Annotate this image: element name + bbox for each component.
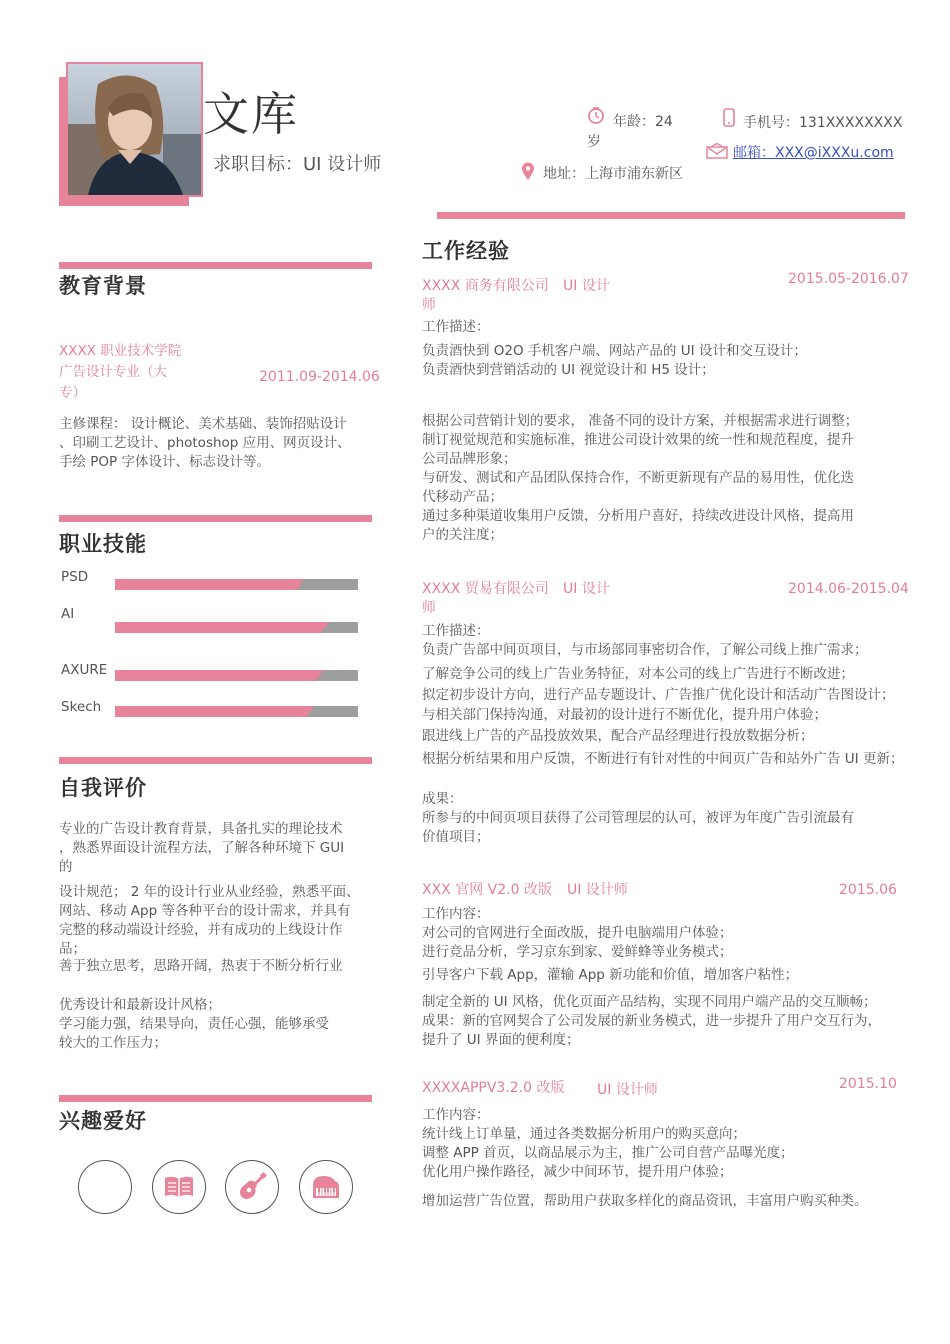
self-eval-line: 网站、移动 App 等各种平台的设计需求，并具有 [59,903,351,919]
job2-company: XXXX 贸易有限公司 [422,581,549,597]
job1-role: UI 设计 [563,278,610,294]
skill-bar-ai [115,622,358,633]
job-line: 制定全新的 UI 风格，优化页面产品结构，实现不同用户端产品的交互顺畅； [422,994,877,1010]
job1-role-cont: 师 [422,297,436,313]
job1-desc-b [422,412,858,545]
piano-icon [299,1160,353,1214]
job2-result [422,790,854,847]
job3-company: XXX 官网 V2.0 改版 [422,882,552,898]
skill-label-ai: AI [61,606,75,622]
skill-fill-ai [115,622,329,633]
job-line: 负责酒快到营销活动的 UI 视觉设计和 H5 设计； [422,362,715,378]
guitar-icon [225,1160,279,1214]
self-eval-line: 专业的广告设计教育背景，具备扎实的理论技术 [59,821,343,837]
skill-fill-skech [115,706,314,717]
self-eval-divider [59,757,372,764]
job-line: 根据分析结果和用户反馈，不断进行有针对性的中间页广告和站外广告 UI 更新； [422,751,904,767]
job-line: 成果： [422,791,463,807]
job4-role: UI 设计师 [597,1082,658,1098]
phone-number: 手机号：131XXXXXXXX [743,115,903,131]
job3-period: 2015.06 [839,882,897,898]
job-line: 成果：新的官网契合了公司发展的新业务模式，进一步提升了用户交互行为， [422,1013,881,1029]
job-line: 根据公司营销计划的要求， 准备不同的设计方案，并根据需求进行调整； [422,413,859,429]
job-line: 户的关注度； [422,527,503,543]
major-line1: 广告设计专业（大 [59,364,167,380]
book-icon [152,1160,206,1214]
job-line: 工作描述： [422,319,490,335]
job-objective: 求职目标：UI 设计师 [213,154,382,175]
age-unit: 岁 [587,134,601,150]
mail-icon [706,143,728,163]
job3-desc-c [422,993,881,1050]
skill-bar-skech [115,706,358,717]
job-line: 对公司的官网进行全面改版，提升电脑端用户体验； [422,925,733,941]
job2-period: 2014.06-2015.04 [788,581,909,597]
job-line: 价值项目； [422,829,490,845]
self-eval-line: ，熟悉界面设计流程方法，了解各种环境下 GUI [59,840,345,856]
self-eval-line: 设计规范； 2 年的设计行业从业经验，熟悉平面、 [59,884,360,900]
courses-line: 手绘 POP 字体设计、标志设计等。 [59,454,270,470]
job1-company: XXXX 商务有限公司 [422,278,549,294]
skill-fill-psd [115,579,305,590]
job2-desc-a [422,622,868,660]
self-eval-para-d [59,996,329,1053]
candidate-name: 文库 [203,87,299,141]
hobbies-title: 兴趣爱好 [59,1109,147,1133]
education-title: 教育背景 [59,274,147,298]
self-eval-line: 学习能力强，结果导向，责任心强，能够承受 [59,1016,329,1032]
job-line: 统计线上订单量，通过各类数据分析用户的购买意向； [422,1126,746,1142]
education-period: 2011.09-2014.06 [259,369,380,385]
job1-desc-a [422,318,807,380]
job-line: 增加运营广告位置，帮助用户获取多样化的商品资讯，丰富用户购买种类。 [422,1193,868,1209]
job-line: 进行竞品分析，学习京东到家、爱鲜蜂等业务模式； [422,944,733,960]
skills-title: 职业技能 [59,532,147,556]
age-value: 年龄：24 [613,114,673,130]
work-divider [437,212,905,219]
clock-icon [587,107,605,129]
self-eval-line: 的 [59,859,73,875]
job4-period: 2015.10 [839,1076,897,1092]
job-line: 引导客户下载 App，灌输 App 新功能和价值，增加客户粘性； [422,967,799,983]
empty-circle-icon [78,1160,132,1214]
hobbies-divider [59,1095,372,1102]
self-eval-line: 优秀设计和最新设计风格； [59,997,221,1013]
job-line: 通过多种渠道收集用户反馈，分析用户喜好，持续改进设计风格，提高用 [422,508,854,524]
skills-divider [59,515,372,522]
job-line: 制订视觉规范和实施标准，推进公司设计效果的统一性和规范程度，提升 [422,432,854,448]
skill-label-skech: Skech [61,699,102,715]
job-line: 负责广告部中间页项目，与市场部同事密切合作，了解公司线上推广需求； [422,642,868,658]
avatar-photo [68,64,201,195]
job2-desc-b [422,664,903,770]
self-eval-title: 自我评价 [59,776,147,800]
education-divider [59,262,372,269]
job2-role: UI 设计 [563,581,610,597]
email-link[interactable]: 邮箱：XXX@iXXXu.com [733,145,894,161]
courses-text [59,415,351,472]
job-line: 拟定初步设计方向，进行产品专题设计、广告推广优化设计和活动广告图设计； [422,686,895,703]
self-eval-line: 品； [59,941,86,957]
self-eval-line: 善于独立思考，思路开阔，热衷于不断分析行业 [59,958,343,974]
job-line: 工作内容： [422,1107,490,1123]
job-line: 负责酒快到 O2O 手机客户端、网站产品的 UI 设计和交互设计； [422,343,807,359]
job-line: 提升了 UI 界面的便利度； [422,1032,580,1048]
job-line: 公司品牌形象； [422,451,517,467]
skill-bar-psd [115,579,358,590]
job-line: 与相关部门保持沟通，对最初的设计进行不断优化，提升用户体验； [422,707,827,723]
skill-label-psd: PSD [61,569,89,585]
job2-role-cont: 师 [422,600,436,616]
job3-role: UI 设计师 [567,882,628,898]
courses-line: 、印刷工艺设计、photoshop 应用、网页设计、 [59,435,351,451]
job-line: 调整 APP 首页，以商品展示为主，推广公司自营产品曝光度； [422,1145,794,1161]
self-eval-line: 完整的移动端设计经验，并有成功的上线设计作 [59,922,343,938]
job-line: 所参与的中间页项目获得了公司管理层的认可，被评为年度广告引流最有 [422,810,854,826]
job-line: 了解竞争公司的线上广告业务特征，对本公司的线上广告进行不断改进； [422,666,854,682]
skill-fill-axure [115,670,324,681]
job-line: 代移动产品； [422,489,503,505]
self-eval-para-b [59,883,360,959]
job4-company: XXXXAPPV3.2.0 改版 [422,1080,565,1096]
self-eval-para-a [59,820,344,877]
job1-period: 2015.05-2016.07 [788,271,909,287]
address: 地址：上海市浦东新区 [543,166,683,182]
job-line: 优化用户操作路径，减少中间环节，提升用户体验； [422,1164,733,1180]
skill-bar-axure [115,670,358,681]
major-line2: 专） [59,385,86,401]
job4-desc-a [422,1106,794,1182]
job-line: 工作内容： [422,906,490,922]
phone-icon [722,108,736,132]
job-line: 与研发、测试和产品团队保持合作，不断更新现有产品的易用性，优化迭 [422,470,854,486]
school-name: XXXX 职业技术学院 [59,343,182,359]
courses-line: 主修课程： 设计概论、美术基础、装饰招贴设计 [59,416,347,432]
job-line: 工作描述： [422,623,490,639]
job-line: 跟进线上广告的产品投放效果，配合产品经理进行投放数据分析； [422,727,814,744]
work-title: 工作经验 [422,239,510,263]
location-pin-icon [520,161,536,185]
skill-label-axure: AXURE [61,662,108,678]
self-eval-line: 较大的工作压力； [59,1035,167,1051]
job3-desc-a [422,905,733,962]
